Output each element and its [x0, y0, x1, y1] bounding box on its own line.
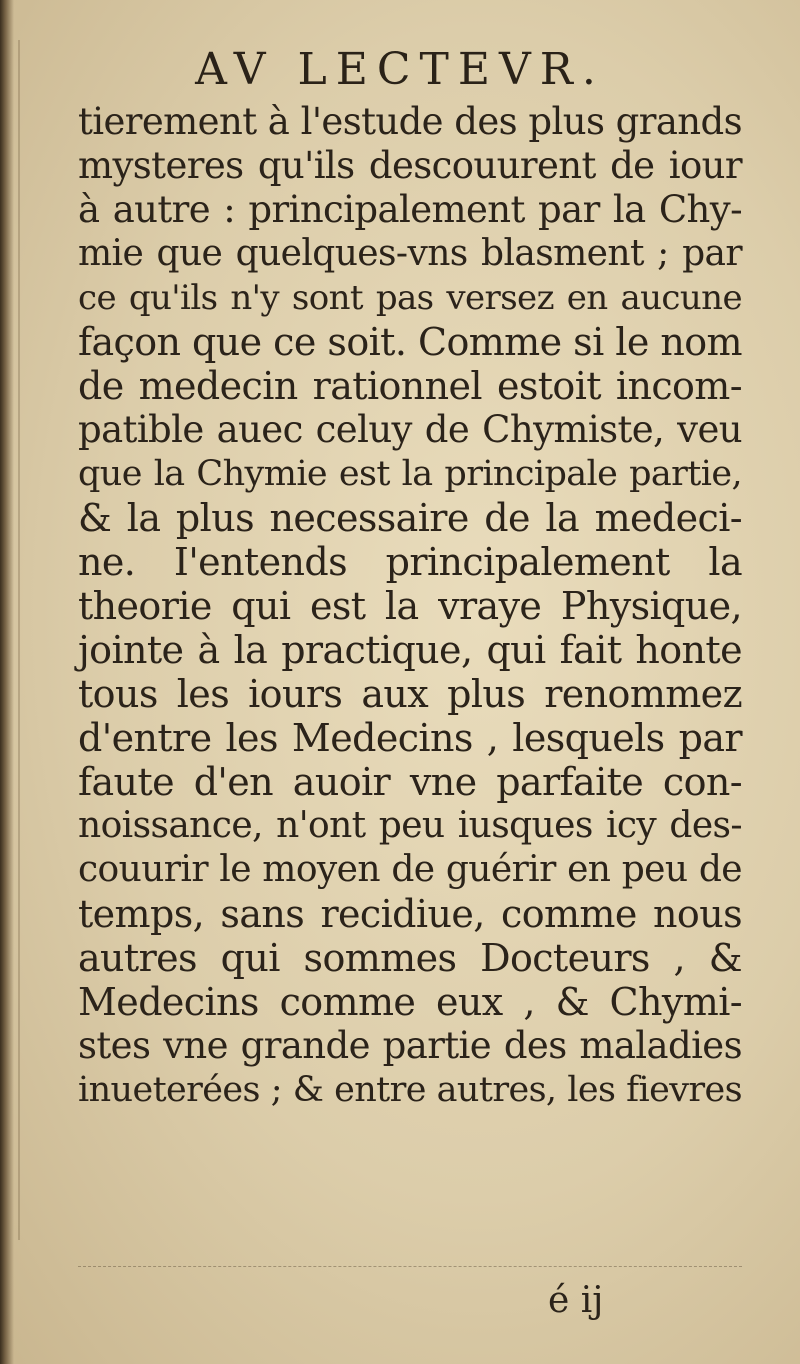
text-line: mysteres qu'ils descouurent de iour — [78, 144, 742, 187]
text-line: patible auec celuy de Chymiste, veu — [78, 408, 742, 451]
text-line: faute d'en auoir vne parfaite con- — [78, 760, 742, 804]
text-line: theorie qui est la vraye Physique, — [78, 584, 742, 628]
text-line: façon que ce soit. Comme si le nom — [78, 320, 742, 364]
footer-rule — [78, 1266, 742, 1267]
book-gutter-shadow — [0, 0, 14, 1364]
text-line: mie que quelques-vns blasment ; par — [78, 233, 742, 274]
text-line: stes vne grande partie des maladies — [78, 1024, 742, 1067]
body-text — [78, 100, 742, 1112]
text-line: que la Chymie est la principale partie, — [78, 454, 742, 494]
text-line: inueterées ; & entre autres, les fievres — [78, 1070, 742, 1110]
text-line: temps, sans recidiue, comme nous — [78, 892, 742, 936]
text-line: Medecins comme eux , & Chymi- — [78, 980, 742, 1024]
gutter-line — [18, 40, 20, 1240]
text-line: noissance, n'ont peu iusques icy des- — [78, 805, 742, 846]
text-line: jointe à la practique, qui fait honte — [78, 628, 742, 672]
text-line: de medecin rationnel estoit incom- — [78, 364, 742, 408]
signature-mark: é ij — [548, 1280, 604, 1321]
text-line: & la plus necessaire de la medeci- — [78, 496, 742, 540]
text-line: autres qui sommes Docteurs , & — [78, 936, 742, 980]
text-line: tous les iours aux plus renommez — [78, 672, 742, 716]
text-line: ne. I'entends principalement la — [78, 540, 742, 584]
text-line: à autre : principalement par la Chy- — [78, 188, 742, 231]
text-line: ce qu'ils n'y sont pas versez en aucune — [78, 278, 742, 318]
text-line: d'entre les Medecins , lesquels par — [78, 716, 742, 760]
text-line: couurir le moyen de guérir en peu de — [78, 849, 742, 890]
text-line: tierement à l'estude des plus grands — [78, 100, 742, 143]
running-head: AV LECTEVR. — [195, 44, 605, 95]
